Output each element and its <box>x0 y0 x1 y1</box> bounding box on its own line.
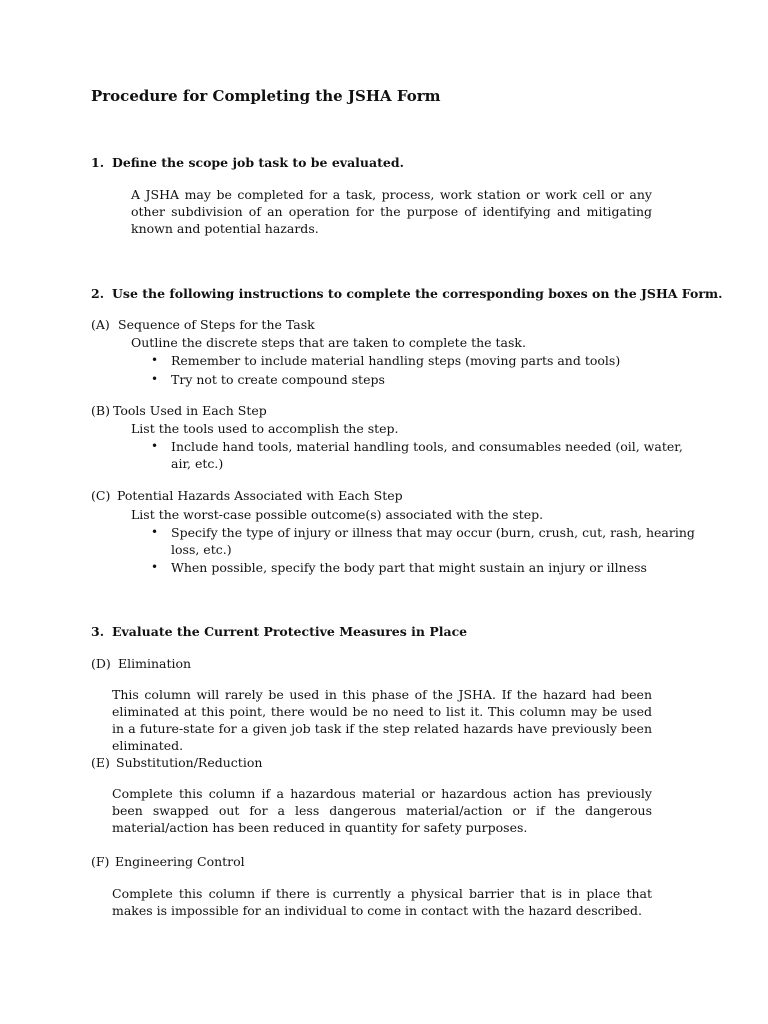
item-a-heading: Sequence of Steps for the Task <box>118 317 315 332</box>
item-b-heading: Tools Used in Each Step <box>113 403 267 418</box>
item-d-heading: Elimination <box>118 656 192 671</box>
item-d-body: This column will rarely be used in this phase of the JSHA. If the hazard had been eliminated at this point, there would be no need to list it. This column may be used in a future-state for a given job task if the step related hazards have previously been eliminated. <box>112 687 652 753</box>
item-d-label: (D) <box>91 656 111 671</box>
item-c-bullet-1-line-2: loss, etc.) <box>171 542 232 557</box>
section-1-number: 1. <box>91 155 105 170</box>
item-c-bullet-2: When possible, specify the body part that might sustain an injury or illness <box>171 560 647 575</box>
section-2-heading: Use the following instructions to complete the corresponding boxes on the JSHA Form. <box>112 286 723 301</box>
item-a-label: (A) <box>91 317 110 332</box>
item-e-body: Complete this column if a hazardous material or hazardous action has previously been swapped out for a less dangerous material/action or if the dangerous material/action has been reduced in quantity for safety purposes. <box>112 786 652 835</box>
item-a-bullet-2: Try not to create compound steps <box>171 372 385 387</box>
item-c-bullet-1-line-1: Specify the type of injury or illness that may occur (burn, crush, cut, rash, hearing <box>171 525 695 540</box>
item-c-description: List the worst-case possible outcome(s) associated with the step. <box>131 507 544 522</box>
item-e-heading: Substitution/Reduction <box>116 755 263 770</box>
item-b-label: (B) <box>91 403 110 418</box>
bullet-icon: • <box>151 353 159 367</box>
item-c-label: (C) <box>91 488 111 503</box>
item-a-description: Outline the discrete steps that are taken to complete the task. <box>131 335 526 350</box>
item-c-heading: Potential Hazards Associated with Each Step <box>117 488 403 503</box>
section-2-number: 2. <box>91 286 105 301</box>
page-title: Procedure for Completing the JSHA Form <box>91 87 441 105</box>
section-1-body: A JSHA may be completed for a task, process, work station or work cell or any other subdivision of an operation for the purpose of identifying and mitigating known and potential hazards. <box>131 187 652 236</box>
bullet-icon: • <box>151 439 159 453</box>
bullet-icon: • <box>151 525 159 539</box>
item-e-label: (E) <box>91 755 110 770</box>
item-a-bullet-1: Remember to include material handling steps (moving parts and tools) <box>171 353 621 368</box>
item-f-body: Complete this column if there is currently a physical barrier that is in place that makes is impossible for an individual to come in contact with the hazard described. <box>112 886 652 918</box>
item-b-bullet-1-line-1: Include hand tools, material handling tools, and consumables needed (oil, water, <box>171 439 683 454</box>
item-f-label: (F) <box>91 854 110 869</box>
item-f-heading: Engineering Control <box>115 854 245 869</box>
bullet-icon: • <box>151 560 159 574</box>
item-b-bullet-1-line-2: air, etc.) <box>171 456 224 471</box>
section-1-heading: Define the scope job task to be evaluated. <box>112 155 404 170</box>
section-3-heading: Evaluate the Current Protective Measures in Place <box>112 624 468 639</box>
item-b-description: List the tools used to accomplish the step. <box>131 421 399 436</box>
bullet-icon: • <box>151 372 159 386</box>
section-3-number: 3. <box>91 624 105 639</box>
